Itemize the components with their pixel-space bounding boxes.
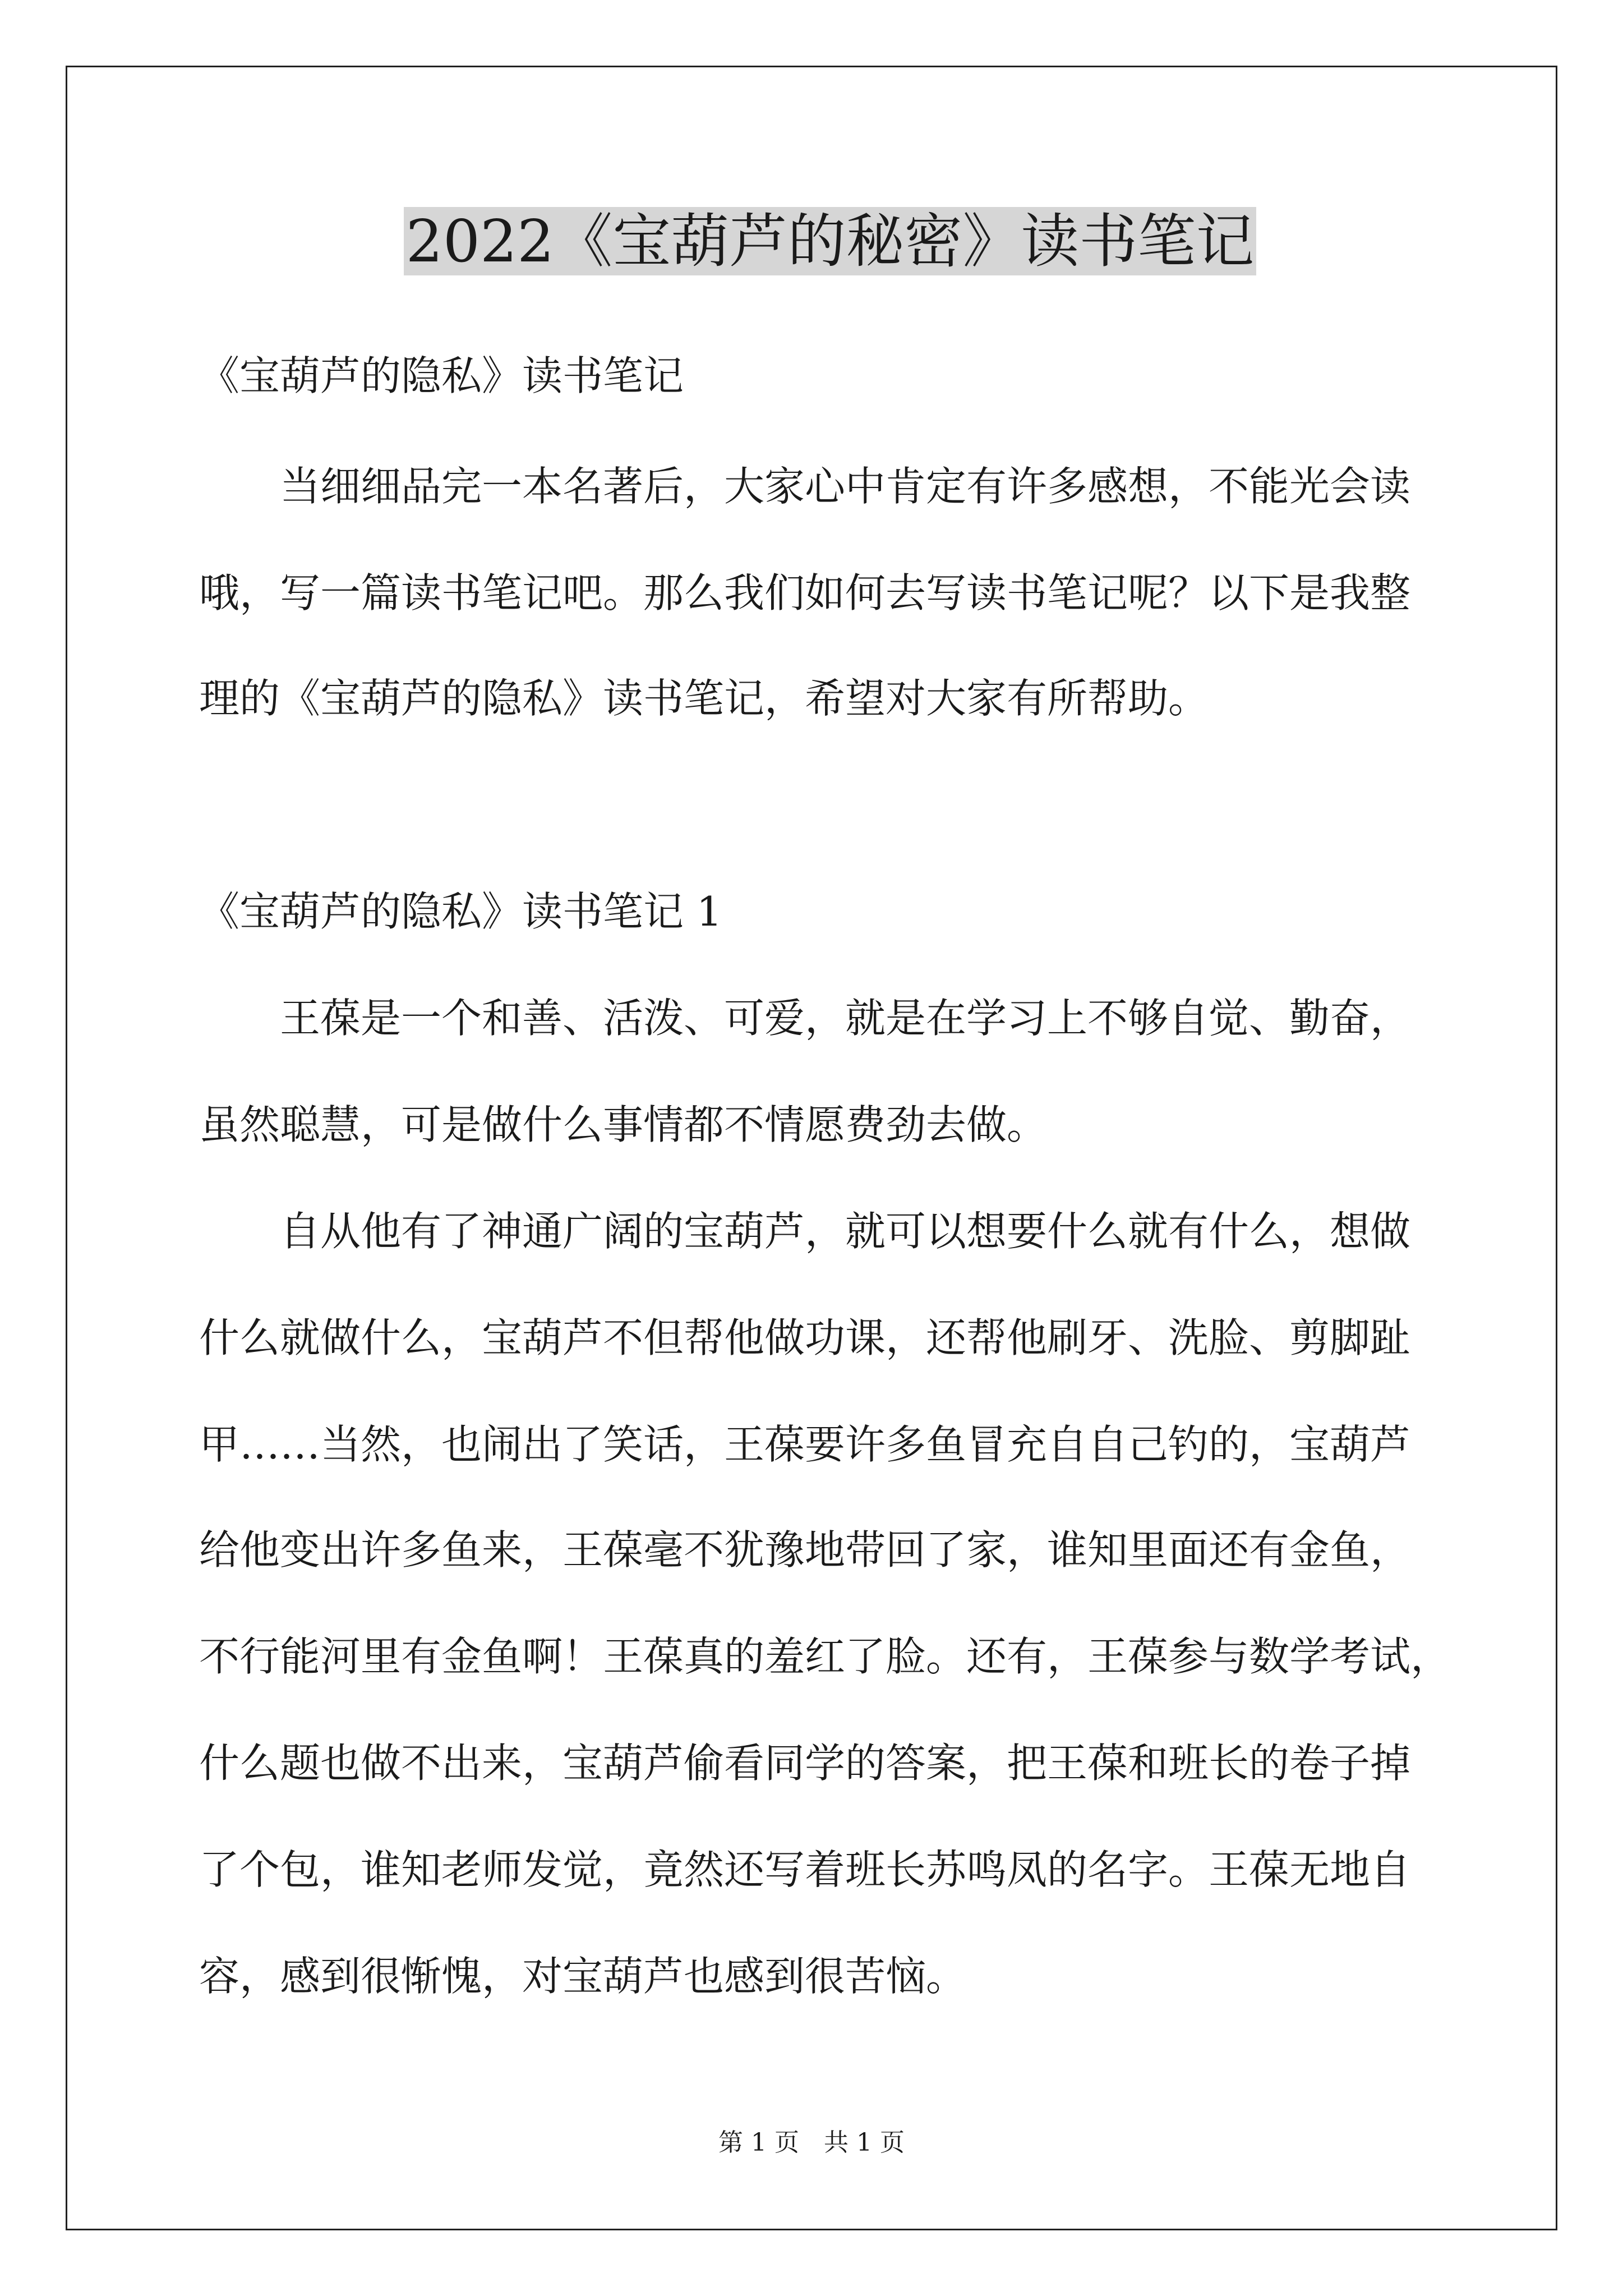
intro-line-2: 哦，写一篇读书笔记吧。那么我们如何去写读书笔记呢？以下是我整 — [199, 569, 1411, 616]
intro-line-3: 理的《宝葫芦的隐私》读书笔记，希望对大家有所帮助。 — [199, 675, 1209, 722]
para2-line-6: 什么题也做不出来，宝葫芦偷看同学的答案，把王葆和班长的卷子掉 — [199, 1740, 1411, 1787]
para1-line-1: 王葆是一个和善、活泼、可爱，就是在学习上不够自觉、勤奋， — [280, 995, 1411, 1042]
para2-line-8: 容，感到很惭愧，对宝葫芦也感到很苦恼。 — [199, 1953, 967, 2000]
para2-line-1: 自从他有了神通广阔的宝葫芦，就可以想要什么就有什么，想做 — [280, 1208, 1411, 1255]
subtitle-1: 《宝葫芦的隐私》读书笔记 — [199, 352, 684, 399]
para2-line-3: 甲……当然，也闹出了笑话，王葆要许多鱼冒充自自己钓的，宝葫芦 — [199, 1421, 1411, 1468]
subtitle-2: 《宝葫芦的隐私》读书笔记 1 — [199, 888, 722, 935]
title-text: 2022《宝葫芦的秘密》读书笔记 — [404, 207, 1257, 275]
para2-line-2: 什么就做什么，宝葫芦不但帮他做功课，还帮他刷牙、洗脸、剪脚趾 — [199, 1314, 1411, 1361]
document-title — [199, 202, 1461, 280]
para2-line-5: 不行能河里有金鱼啊！王葆真的羞红了脸。还有，王葆参与数学考试， — [199, 1633, 1451, 1680]
page-footer: 第 1 页 共 1 页 — [718, 2128, 905, 2157]
para2-line-7: 了个包，谁知老师发觉，竟然还写着班长苏鸣凤的名字。王葆无地自 — [199, 1846, 1411, 1893]
intro-line-1: 当细细品完一本名著后，大家心中肯定有许多感想，不能光会读 — [280, 463, 1411, 510]
para1-line-2: 虽然聪慧，可是做什么事情都不情愿费劲去做。 — [199, 1101, 1048, 1148]
para2-line-4: 给他变出许多鱼来，王葆毫不犹豫地带回了家，谁知里面还有金鱼， — [199, 1526, 1411, 1573]
